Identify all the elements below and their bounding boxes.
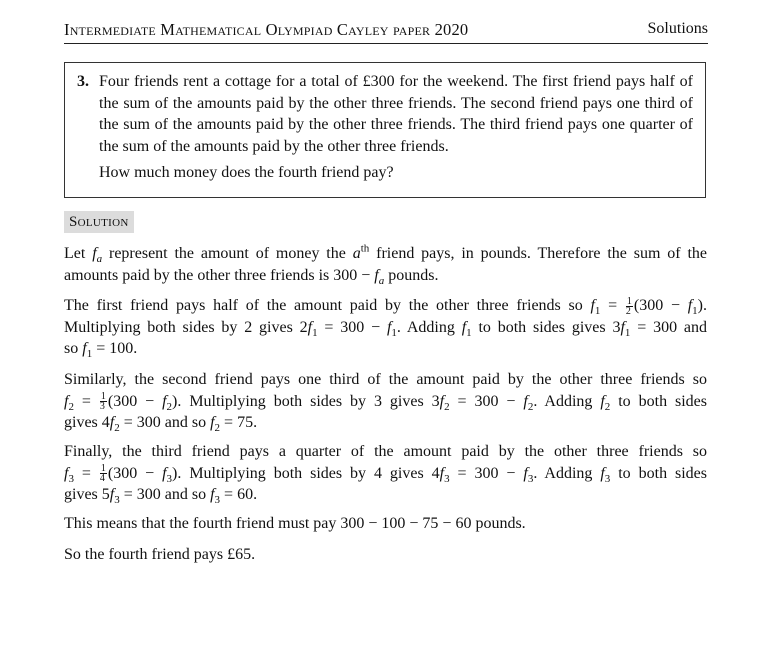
solution-conclusion: This means that the fourth friend must pay 300 − 100 − 75 − 60 pounds. — [64, 515, 526, 532]
solution-heading: Solution — [64, 211, 134, 233]
solution-paragraph-1: Let $f_a$ represent the amount of money the $a^{th}$ friend pays, in pounds. Therefore the sum of the amounts paid by the other three friends is $300 - f_a$ pounds. — [64, 242, 708, 287]
section-label: Solutions — [647, 20, 708, 37]
problem-statement: Four friends rent a cottage for a total of £300 for the weekend. The first friend pays half of the sum of the amounts paid by the other three friends. The second friend pays one third of the sum of the amounts paid by the other three friends. The third friend pays one quarter of the sum of the amounts paid by the other three friends. — [99, 73, 693, 155]
problem-box — [64, 62, 706, 198]
problem-question: How much money does the fourth friend pay? — [99, 164, 394, 181]
solution-paragraph-2: The first friend pays half of the amount paid by the other three friends so $f_1$ = $\frac{1}{2}$ $(300 - f_1)$. Multiplying both sides by 2 gives $2f_1 = 300 - f_1$. Adding $f_1$ to both sides gives $3f_1 = 300$ and so $f_1 = 100$. — [64, 295, 708, 361]
solution-answer: So the fourth friend pays £65. — [64, 546, 256, 563]
header-divider — [64, 43, 708, 44]
solution-paragraph-4: Finally, the third friend pays a quarter of the amount paid by the other three friends so $f_3$ = $\frac{1}{4}$ $(300 - f_3)$. Multiplying both sides by 4 gives $4f_3 = 300 - f_3$. Adding $f_3$ to both sides gives $5f_3 = 300$ and so $f_3 = 60$. — [64, 443, 708, 507]
paper-title: Intermediate Mathematical Olympiad Cayley paper 2020 — [64, 20, 469, 39]
problem-number: 3. — [77, 73, 89, 90]
solution-paragraph-3: Similarly, the second friend pays one third of the amount paid by the other three friends so $f_2$ = $\frac{1}{3}$ $(300 - f_2)$. Multiplying both sides by 3 gives $3f_2 = 300 - f_2$. Adding $f_2$ to both sides gives $4f_2 = 300$ and so $f_2 = 75$. — [64, 371, 708, 435]
